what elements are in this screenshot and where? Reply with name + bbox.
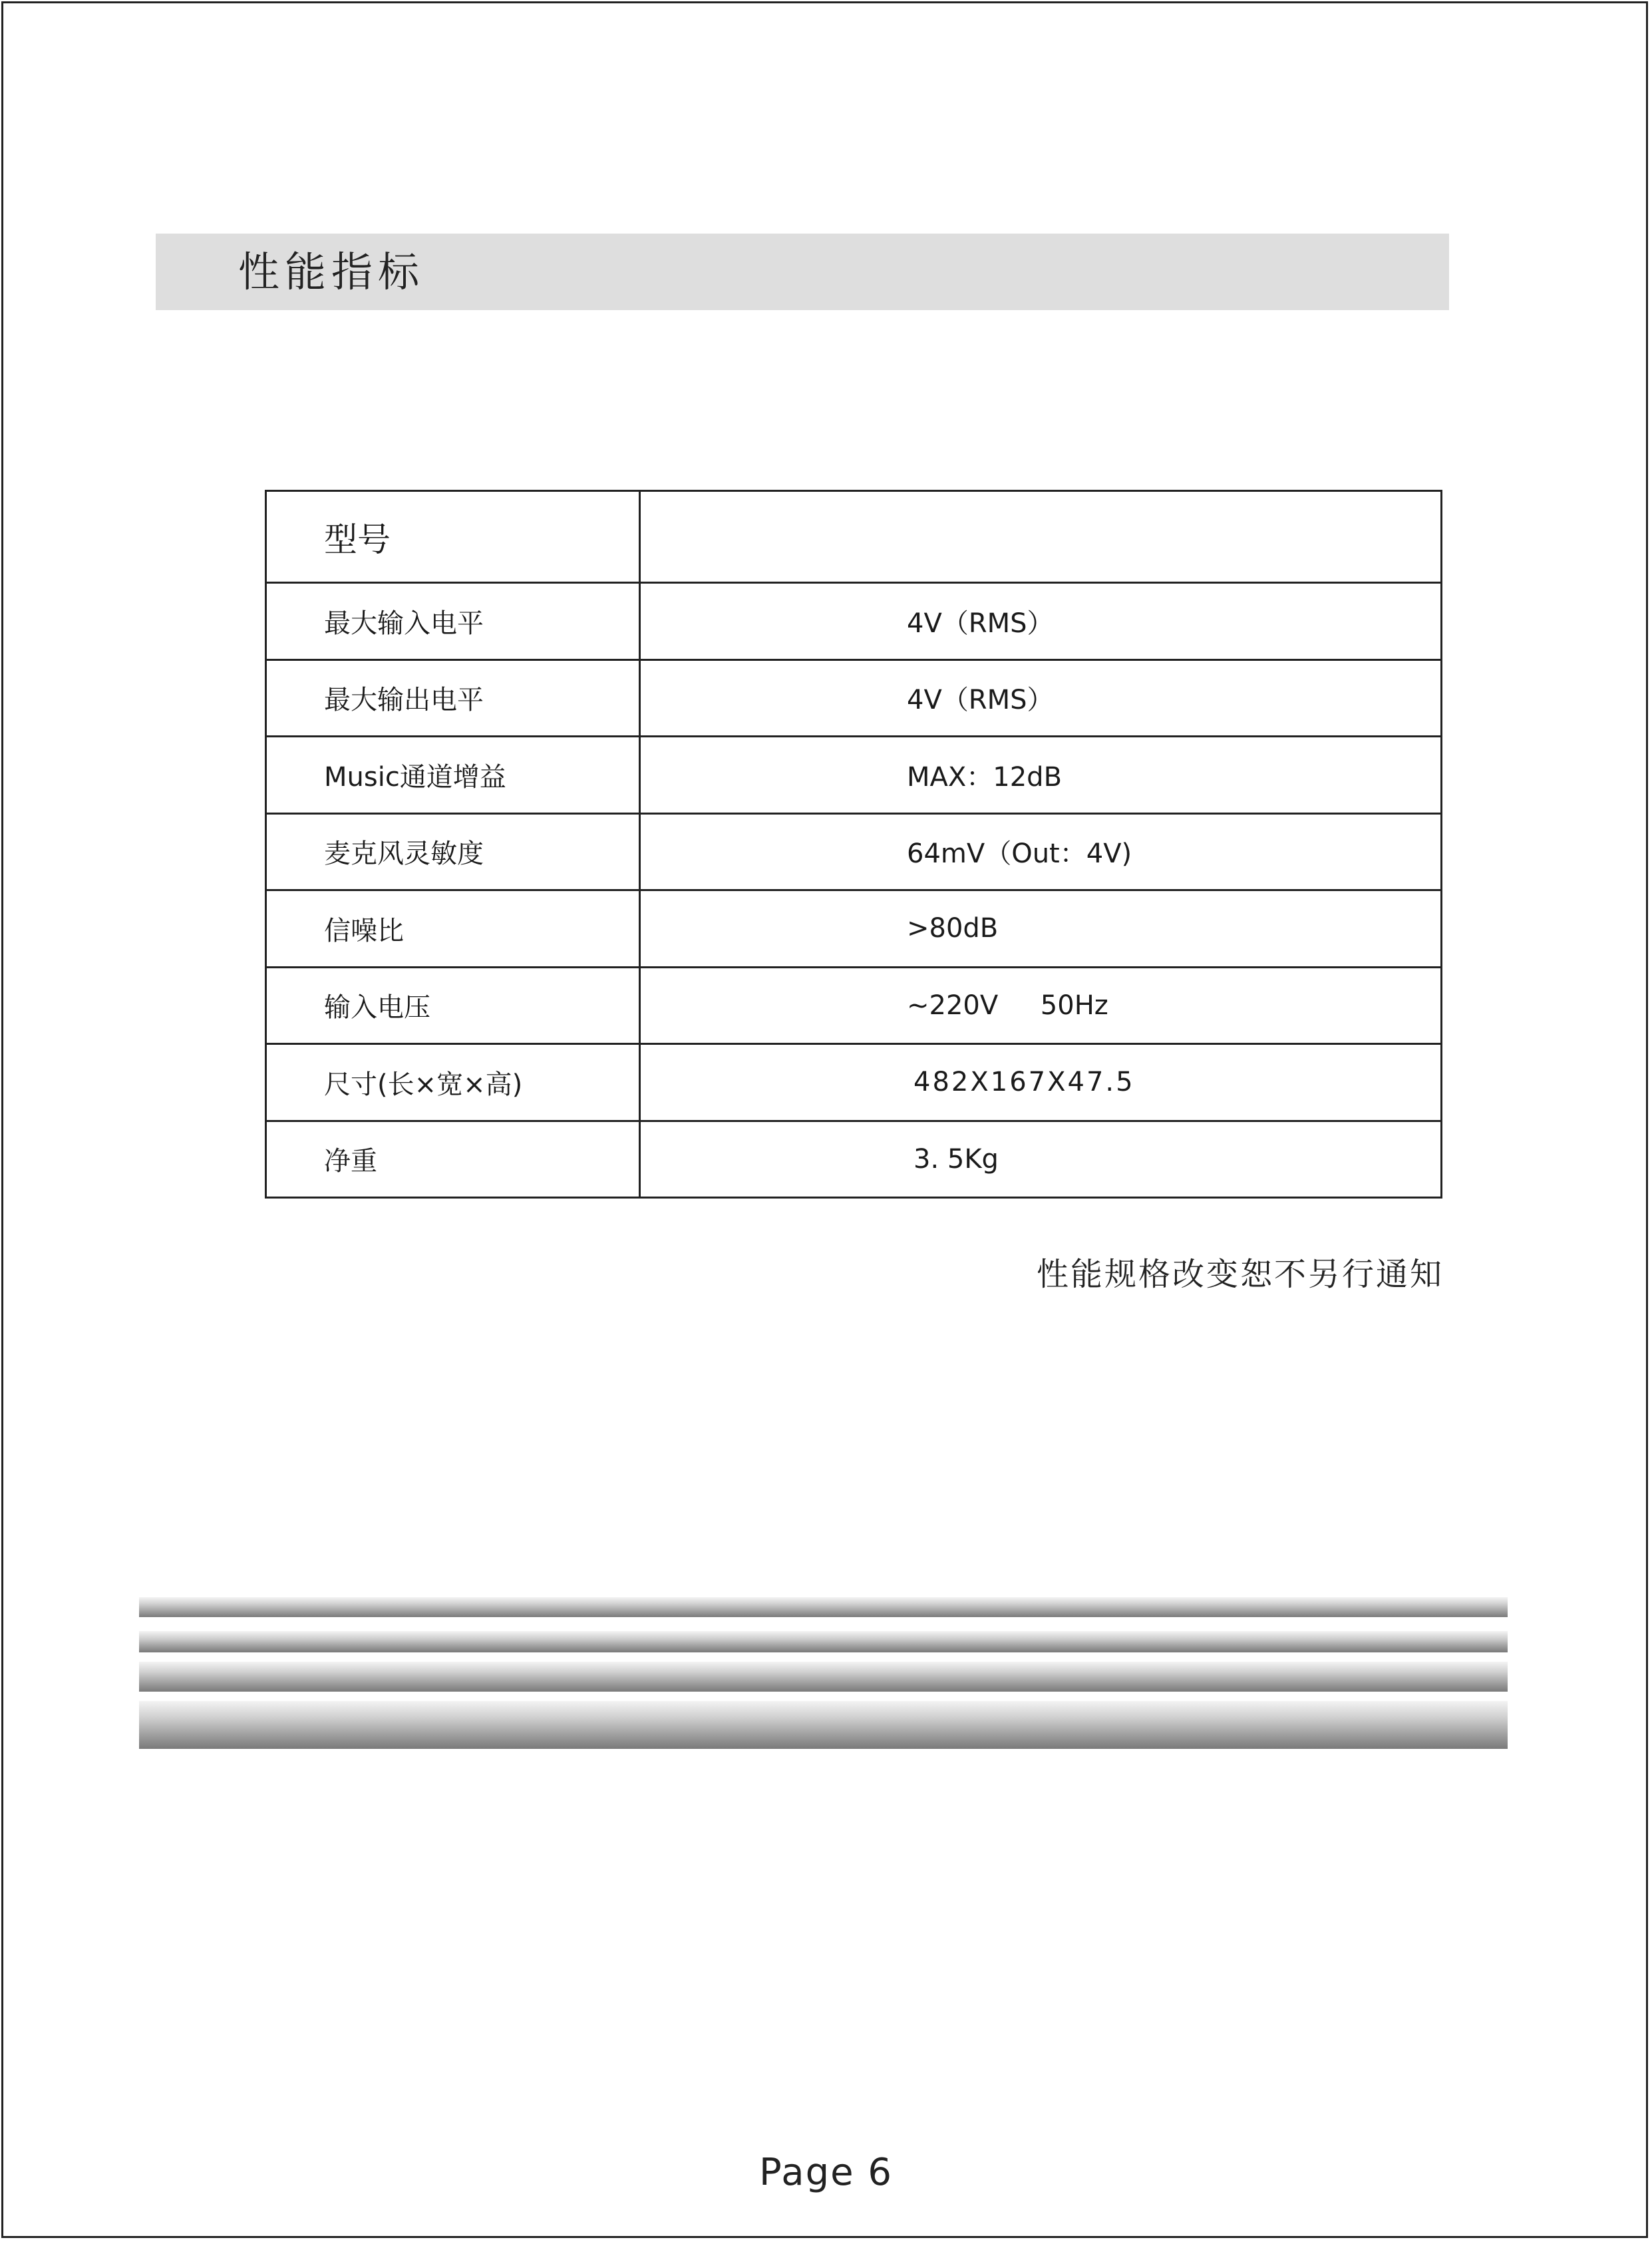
spec-label: 麦克风灵敏度 [266, 813, 640, 890]
spec-value: MAX：12dB [640, 737, 1442, 814]
table-row [266, 890, 1442, 968]
spec-value: 3. 5Kg [640, 1121, 1442, 1198]
spec-label: 净重 [266, 1121, 640, 1198]
spec-label: 信噪比 [266, 890, 640, 968]
spec-label: 最大输入电平 [266, 583, 640, 660]
spec-value: >80dB [640, 890, 1442, 968]
decorative-stripe-1 [139, 1597, 1508, 1617]
spec-value: 482X167X47.5 [640, 1044, 1442, 1121]
model-label: 型号 [266, 491, 640, 583]
spec-label: 输入电压 [266, 967, 640, 1044]
table-row [266, 583, 1442, 660]
spec-label: Music通道增益 [266, 737, 640, 814]
spec-table [265, 490, 1442, 1199]
section-header [156, 234, 1449, 310]
table-row [266, 1044, 1442, 1121]
decorative-stripe-3 [139, 1662, 1508, 1692]
table-row [266, 1121, 1442, 1198]
spec-value: ~220V 50Hz [640, 967, 1442, 1044]
model-value [640, 491, 1442, 583]
spec-label: 尺寸(长×宽×高) [266, 1044, 640, 1121]
section-title: 性能指标 [238, 248, 425, 296]
spec-label: 最大输出电平 [266, 659, 640, 737]
table-row [266, 659, 1442, 737]
spec-value: 64mV（Out：4V) [640, 813, 1442, 890]
table-row [266, 967, 1442, 1044]
spec-value: 4V（RMS） [640, 583, 1442, 660]
table-row [266, 813, 1442, 890]
spec-value: 4V（RMS） [640, 659, 1442, 737]
table-row [266, 737, 1442, 814]
spec-change-notice: 性能规格改变恕不另行通知 [1036, 1256, 1444, 1293]
table-row-model [266, 491, 1442, 583]
decorative-stripe-4 [139, 1701, 1508, 1749]
decorative-stripe-2 [139, 1631, 1508, 1652]
page-number: Page 6 [759, 2151, 893, 2194]
